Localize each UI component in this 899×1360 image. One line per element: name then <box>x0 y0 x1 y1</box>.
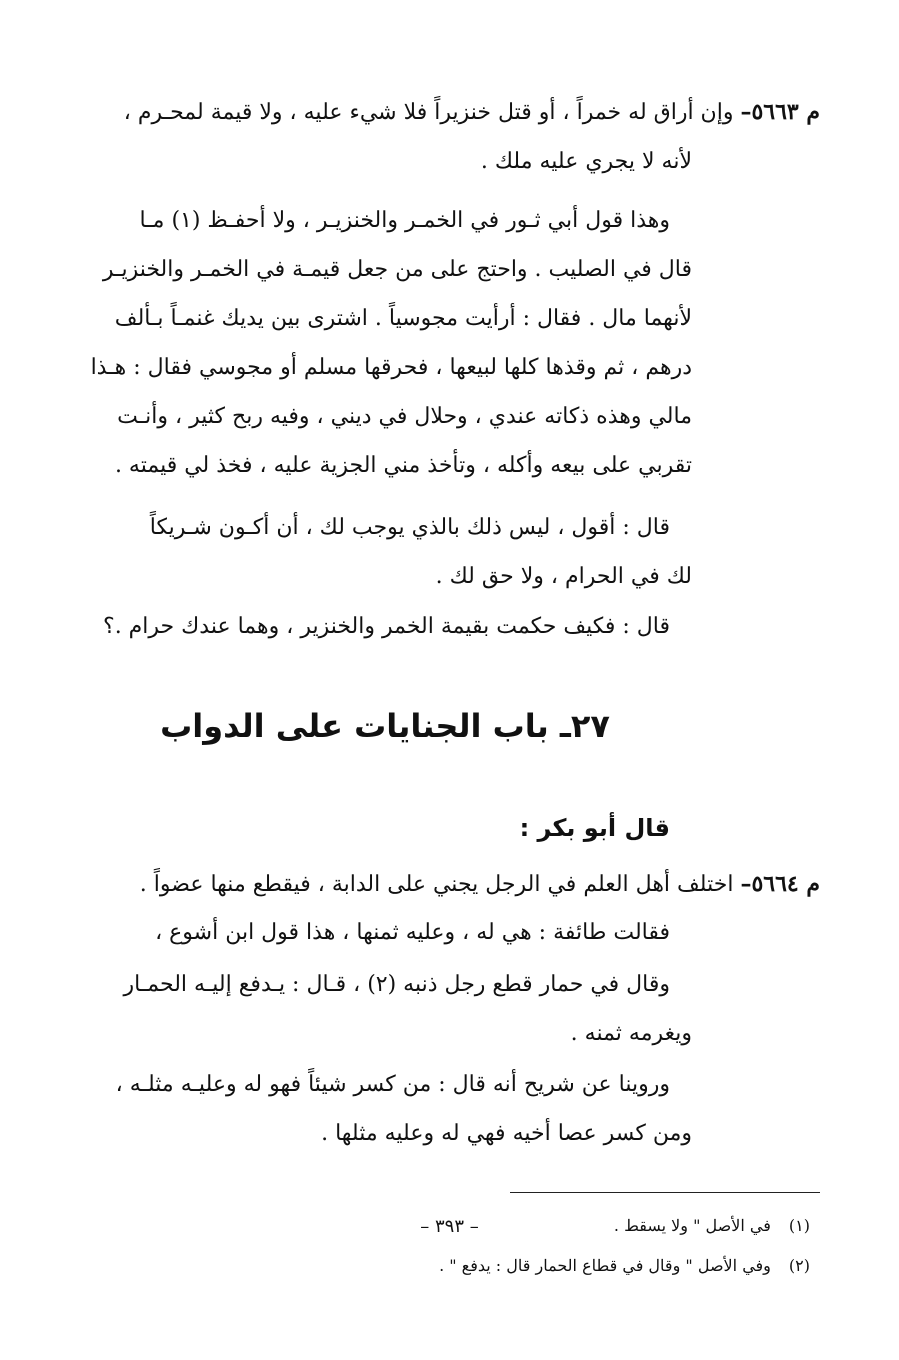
footnote-number: (١) <box>788 1216 810 1235</box>
chapter-title: ٢٧ـ باب الجنايات على الدواب <box>160 707 610 745</box>
page-number: – ٣٩٣ – <box>420 1216 479 1237</box>
paragraph-line: ومن كسر عصا أخيه فهي له وعليه مثلها . <box>321 1121 692 1146</box>
paragraph-text: اختلف أهل العلم في الرجل يجني على الدابة ، فيقطع منها عضواً . <box>139 872 734 897</box>
paragraph-line: فقالت طائفة : هي له ، وعليه ثمنها ، هذا قول ابن أشوع ، <box>155 920 670 945</box>
paragraph-line: لأنهما مال . فقال : أرأيت مجوسياً . اشترى بين يديك غنمـاً بـألف <box>114 306 692 331</box>
paragraph-donkey <box>70 960 820 1058</box>
footnote-text: وفي الأصل " وقال في قطاع الحمار قال : يدفع " . <box>439 1256 771 1275</box>
paragraph-line: درهم ، ثم وقذها كلها لبيعها ، فحرقها مسلم أو مجوسي فقال : هـذا <box>90 355 692 380</box>
speaker-heading: قال أبو بكر : <box>519 814 670 842</box>
footnote-2 <box>70 1246 820 1286</box>
footnote-number: (٢) <box>788 1256 810 1275</box>
paragraph-line: وروينا عن شريح أنه قال : من كسر شيئاً فهو له وعليـه مثلـه ، <box>115 1072 670 1097</box>
paragraph-line <box>70 860 820 909</box>
paragraph-abu-thawr <box>70 196 820 490</box>
paragraph-line: وقال في حمار قطع رجل ذنبه (٢) ، قـال : يـدفع إليـه الحمـار <box>123 972 670 997</box>
paragraph-line: وهذا قول أبي ثـور في الخمـر والخنزيـر ، ولا أحفـظ (١) مـا <box>139 208 670 233</box>
footnote-text: في الأصل " ولا يسقط . <box>613 1216 771 1235</box>
paragraph-reply <box>70 503 820 601</box>
paragraph-text: وإن أراق له خمراً ، أو قتل خنزيراً فلا شيء عليه ، ولا قيمة لمحـرم ، <box>123 100 734 125</box>
paragraph-5663 <box>70 88 820 186</box>
paragraph-line: قال : فكيف حكمت بقيمة الخمر والخنزير ، وهما عندك حرام .؟ <box>103 614 670 639</box>
paragraph-line: قال : أقول ، ليس ذلك بالذي يوجب لك ، أن أكـون شـريكاً <box>149 515 670 540</box>
paragraph-line: قال في الصليب . واحتج على من جعل قيمـة في الخمـر والخنزيـر <box>102 257 692 282</box>
paragraph-shurayh <box>70 1060 820 1158</box>
paragraph-number: م ٥٦٦٤– <box>740 871 820 897</box>
paragraph-question <box>70 602 820 651</box>
footnote-divider <box>510 1192 820 1193</box>
paragraph-line: لأنه لا يجري عليه ملك . <box>480 149 692 174</box>
paragraph-5664 <box>70 860 820 909</box>
paragraph-line: تقربي على بيعه وأكله ، وتأخذ مني الجزية عليه ، فخذ لي قيمته . <box>114 453 692 478</box>
paragraph-first-view <box>70 908 820 957</box>
paragraph-line: ويغرمه ثمنه . <box>570 1021 692 1046</box>
paragraph-number: م ٥٦٦٣– <box>740 99 820 125</box>
paragraph-line: مالي وهذه ذكاته عندي ، وحلال في ديني ، وفيه ربح كثير ، وأنـت <box>117 404 692 429</box>
paragraph-line <box>70 88 820 137</box>
paragraph-line: لك في الحرام ، ولا حق لك . <box>435 564 692 589</box>
